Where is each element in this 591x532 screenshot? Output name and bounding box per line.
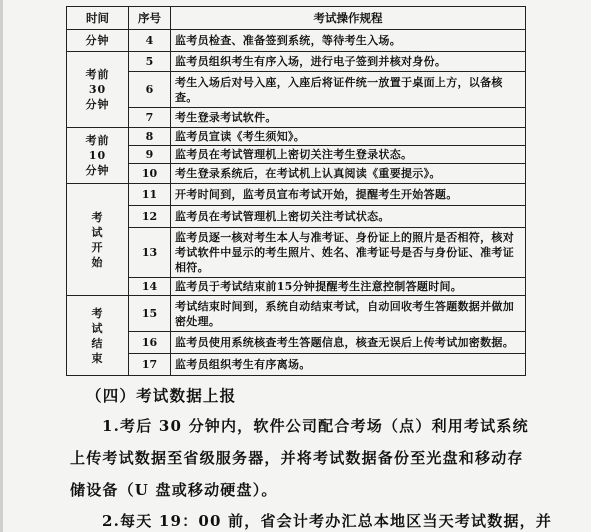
step-number: 8 bbox=[129, 128, 171, 146]
time-cell: 考 试 结 束 bbox=[67, 296, 129, 376]
step-number: 9 bbox=[129, 146, 171, 164]
header-number: 序号 bbox=[129, 7, 171, 30]
time-cell: 考前 10 分钟 bbox=[67, 128, 129, 184]
body-line-1: 1.考后 30 分钟内，软件公司配合考场（点）利用考试系统 bbox=[102, 417, 529, 435]
table-row bbox=[67, 278, 526, 296]
step-number: 6 bbox=[129, 72, 171, 108]
exam-procedure-table bbox=[66, 6, 526, 376]
step-number: 12 bbox=[129, 206, 171, 228]
table-row bbox=[67, 108, 526, 128]
step-number: 16 bbox=[129, 332, 171, 354]
section-heading: （四）考试数据上报 bbox=[86, 386, 237, 405]
table-row bbox=[67, 146, 526, 164]
table-row bbox=[67, 296, 526, 332]
step-number: 14 bbox=[129, 278, 171, 296]
step-text: 监考员在考试管理机上密切关注考生登录状态。 bbox=[171, 146, 526, 164]
step-number: 13 bbox=[129, 228, 171, 278]
step-text: 考生登录考试软件。 bbox=[171, 108, 526, 128]
step-text: 监考员使用系统核查考生答题信息，核查无误后上传考试加密数据。 bbox=[171, 332, 526, 354]
step-text: 考生入场后对号入座，入座后将证件统一放置于桌面上方，以备核查。 bbox=[171, 72, 526, 108]
table-row bbox=[67, 164, 526, 184]
header-time: 时间 bbox=[67, 7, 129, 30]
time-cell: 分钟 bbox=[67, 30, 129, 52]
header-rule: 考试操作规程 bbox=[171, 7, 526, 30]
body-line-4: 2.每天 19：00 前，省会计考办汇总本地区当天考试数据，并 bbox=[102, 512, 553, 530]
time-cell: 考前 30 分钟 bbox=[67, 52, 129, 128]
step-number: 5 bbox=[129, 52, 171, 72]
table-row bbox=[67, 206, 526, 228]
table-row bbox=[67, 30, 526, 52]
table-header-row bbox=[67, 7, 526, 30]
step-number: 11 bbox=[129, 184, 171, 206]
step-number: 17 bbox=[129, 354, 171, 376]
step-number: 4 bbox=[129, 30, 171, 52]
body-line-3: 储设备（U 盘或移动硬盘）。 bbox=[70, 481, 278, 499]
time-cell: 考 试 开 始 bbox=[67, 184, 129, 296]
page-edge bbox=[0, 0, 3, 532]
table-row bbox=[67, 332, 526, 354]
step-text: 监考员在考试管理机上密切关注考试状态。 bbox=[171, 206, 526, 228]
step-text: 监考员逐一核对考生本人与准考证、身份证上的照片是否相符，核对考试软件中显示的考生照片、姓名、准考证号是否与身份证、准考证相符。 bbox=[171, 228, 526, 278]
step-text: 监考员组织考生有序离场。 bbox=[171, 354, 526, 376]
step-text: 监考员于考试结束前15分钟提醒考生注意控制答题时间。 bbox=[171, 278, 526, 296]
table-row bbox=[67, 228, 526, 278]
table-row bbox=[67, 184, 526, 206]
step-text: 考试结束时间到，系统自动结束考试，自动回收考生答题数据并做加密处理。 bbox=[171, 296, 526, 332]
body-line-2: 上传考试数据至省级服务器，并将考试数据备份至光盘和移动存 bbox=[70, 449, 524, 467]
step-text: 监考员宣读《考生须知》。 bbox=[171, 128, 526, 146]
table-row bbox=[67, 72, 526, 108]
table-body bbox=[67, 30, 526, 376]
step-number: 7 bbox=[129, 108, 171, 128]
step-number: 10 bbox=[129, 164, 171, 184]
table-row bbox=[67, 128, 526, 146]
step-number: 15 bbox=[129, 296, 171, 332]
table-row bbox=[67, 52, 526, 72]
table-row bbox=[67, 354, 526, 376]
step-text: 开考时间到，监考员宣布考试开始，提醒考生开始答题。 bbox=[171, 184, 526, 206]
step-text: 考生登录系统后，在考试机上认真阅读《重要提示》。 bbox=[171, 164, 526, 184]
step-text: 监考员组织考生有序入场，进行电子签到并核对身份。 bbox=[171, 52, 526, 72]
step-text: 监考员检查、准备签到系统，等待考生入场。 bbox=[171, 30, 526, 52]
